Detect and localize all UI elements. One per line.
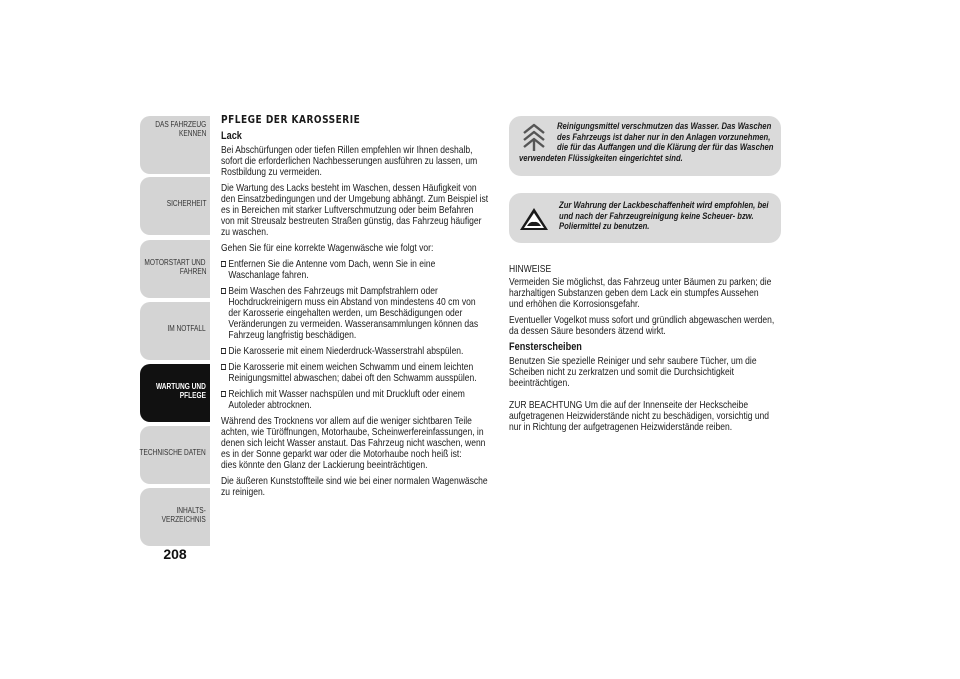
paragraph	[509, 356, 757, 389]
tab-label: PFLEGE	[179, 391, 206, 400]
text-line: Entfernen Sie die Antenne vom Dach, wenn Sie in eine	[228, 259, 436, 270]
text-line: Autoleder abtrocknen.	[228, 400, 312, 411]
tab-label: SICHERHEIT	[166, 199, 206, 208]
paint-warning-note-box	[509, 193, 781, 243]
text-line: dies könnte den Glanz der Lackierung beeinträchtigen.	[221, 460, 428, 471]
text-line: aufgetragenen Heizwiderstände nicht zu beschädigen, vorsichtig und	[509, 411, 770, 422]
text-line: Scheiben nicht zu zerkratzen und somit die Durchsichtigkeit	[509, 367, 734, 378]
text-line: denen sich leicht Wasser anstaut. Das Fahrzeug nicht waschen, wenn	[221, 438, 486, 449]
tab-label: FAHREN	[179, 267, 206, 276]
tab-im-notfall[interactable]	[140, 302, 210, 360]
text-line: Eventueller Vogelkot muss sofort und gründlich abgewaschen werden,	[509, 315, 775, 326]
text-line: Beim Waschen des Fahrzeugs mit Dampfstrahlern oder	[228, 286, 438, 297]
environment-tree-icon	[521, 122, 547, 152]
text-line: achten, wie Türöffnungen, Motorhaube, Scheinwerfereinfassungen, in	[221, 427, 484, 438]
text-line: Reinigungsmittel abwaschen; dabei oft den Schwamm ausspülen.	[228, 373, 477, 384]
checkbox-bullet-icon	[221, 348, 226, 354]
text-line: Benutzen Sie spezielle Reiniger und sehr saubere Tücher, um die	[509, 356, 757, 367]
list-item	[221, 389, 465, 411]
checkbox-bullet-icon	[221, 288, 226, 294]
tab-motorstart-und-fahren[interactable]	[140, 240, 210, 298]
text-line: beeinträchtigen.	[509, 378, 570, 389]
text-line: zu waschen.	[221, 227, 269, 238]
text-line: Fahrzeug langfristig beschädigen.	[228, 330, 357, 341]
note-line: und nach der Fahrzeugreinigung keine Scheuer- bzw.	[559, 210, 754, 222]
text-line: HINWEISE	[509, 264, 552, 275]
paragraph	[221, 243, 447, 254]
tab-label: DAS FAHRZEUG	[154, 120, 206, 129]
list-item	[221, 286, 479, 341]
page-number: 208	[163, 546, 187, 562]
text-line: und erhöhen die Korrosionsgefahr.	[509, 299, 640, 310]
tab-wartung-und-pflege[interactable]	[140, 364, 210, 422]
text-line: Gehen Sie für eine korrekte Wagenwäsche wie folgt vor:	[221, 243, 434, 254]
tab-sicherheit[interactable]	[140, 177, 210, 235]
checkbox-bullet-icon	[221, 364, 226, 370]
text-line: Hochdruckreinigern muss ein Abstand von mindestens 40 cm von	[228, 297, 476, 308]
paragraph	[221, 183, 489, 238]
text-line: Bei Abschürfungen oder tiefen Rillen empfehlen wir Ihnen deshalb,	[221, 145, 473, 156]
note-line: die für das Auffangen und die Klärung der für das Waschen	[557, 142, 774, 153]
subheading-lack: Lack	[221, 130, 242, 142]
paragraph	[509, 400, 770, 433]
tab-label: MOTORSTART UND	[144, 258, 206, 267]
list-item	[221, 362, 477, 384]
tab-das-fahrzeug-kennen[interactable]	[140, 116, 210, 174]
text-line: harzhaltigen Substanzen geben dem Lack ein stumpfes Aussehen	[509, 288, 759, 299]
tab-label: KENNEN	[178, 129, 206, 138]
checkbox-bullet-icon	[221, 391, 226, 397]
tab-label: WARTUNG UND	[156, 382, 206, 391]
text-line: Während des Trocknens vor allem auf die weniger sichtbaren Teile	[221, 416, 472, 427]
text-line: Veränderungen zu vermeiden. Wasseransammlungen können das	[228, 319, 479, 330]
list-item	[221, 346, 464, 357]
text-line: Die Wartung des Lacks besteht im Waschen, dessen Häufigkeit von	[221, 183, 477, 194]
paragraph	[509, 277, 772, 310]
paragraph	[221, 145, 478, 178]
tab-label: IM NOTFALL	[167, 324, 206, 333]
text-line: der Karosserie eingehalten werden, um Beschädigungen oder	[228, 308, 463, 319]
text-line: sofort die erforderlichen Nachbesserungen ausführen zu lassen, um	[221, 156, 478, 167]
note-line: des Fahrzeugs ist daher nur in den Anlagen vorzunehmen,	[557, 131, 771, 143]
hinweise-label	[509, 264, 735, 275]
tab-technische-daten[interactable]	[140, 426, 210, 484]
note-line: Poliermittel zu benutzen.	[559, 221, 650, 232]
text-line: den Einsatzbedingungen und der Umgebung abhängt. Zum Beispiel ist	[221, 194, 489, 205]
text-line: Reichlich mit Wasser nachspülen und mit Druckluft oder einem	[228, 389, 465, 400]
note-line: Zur Wahrung der Lackbeschaffenheit wird empfohlen, bei	[559, 200, 769, 211]
text-line: es in der Sonne geparkt war oder die Motorhaube noch heiß ist:	[221, 449, 462, 460]
tab-label: INHALTS-	[176, 506, 206, 515]
list-item	[221, 259, 447, 281]
paragraph	[221, 476, 488, 498]
section-heading: PFLEGE DER KAROSSERIE	[221, 113, 361, 126]
text-line: Die Karosserie mit einem Niederdruck-Wasserstrahl abspülen.	[228, 346, 464, 357]
text-line: es in Bereichen mit starker Luftverschmutzung oder beim Befahren	[221, 205, 474, 216]
text-line: Waschanlage fahren.	[228, 270, 309, 281]
note-line: verwendeten Flüssigkeiten eingerichtet sind.	[519, 153, 683, 164]
text-line: zu reinigen.	[221, 487, 266, 498]
paragraph	[221, 416, 486, 471]
tab-label: VERZEICHNIS	[161, 515, 206, 524]
text-line: da dessen Säure besonders ätzend wirkt.	[509, 326, 666, 337]
text-line: von mit Streusalz bestreuten Straßen günstig, das Fahrzeug häufiger	[221, 216, 482, 227]
checkbox-bullet-icon	[221, 261, 226, 267]
text-line: Die Karosserie mit einem weichen Schwamm und einem leichten	[228, 362, 474, 373]
text-line: Die äußeren Kunststoffteile sind wie bei einer normalen Wagenwäsche	[221, 476, 488, 487]
note-line: Reinigungsmittel verschmutzen das Wasser. Das Waschen	[557, 121, 772, 132]
warning-triangle-icon	[519, 207, 549, 231]
tab-inhaltsverzeichnis[interactable]	[140, 488, 210, 546]
environment-note-box	[509, 116, 781, 176]
text-line: Rostbildung zu vermeiden.	[221, 167, 322, 178]
text-line: Vermeiden Sie möglichst, das Fahrzeug unter Bäumen zu parken; die	[509, 277, 772, 288]
tab-label: TECHNISCHE DATEN	[139, 448, 206, 457]
paragraph	[509, 315, 775, 337]
subheading-fensterscheiben: Fensterscheiben	[509, 341, 582, 353]
text-line: nur in Richtung der aufgetragenen Heizwiderstände reiben.	[509, 422, 733, 433]
text-line: ZUR BEACHTUNG Um die auf der Innenseite der Heckscheibe	[509, 400, 749, 411]
right-column	[509, 264, 784, 438]
left-column	[221, 114, 496, 503]
